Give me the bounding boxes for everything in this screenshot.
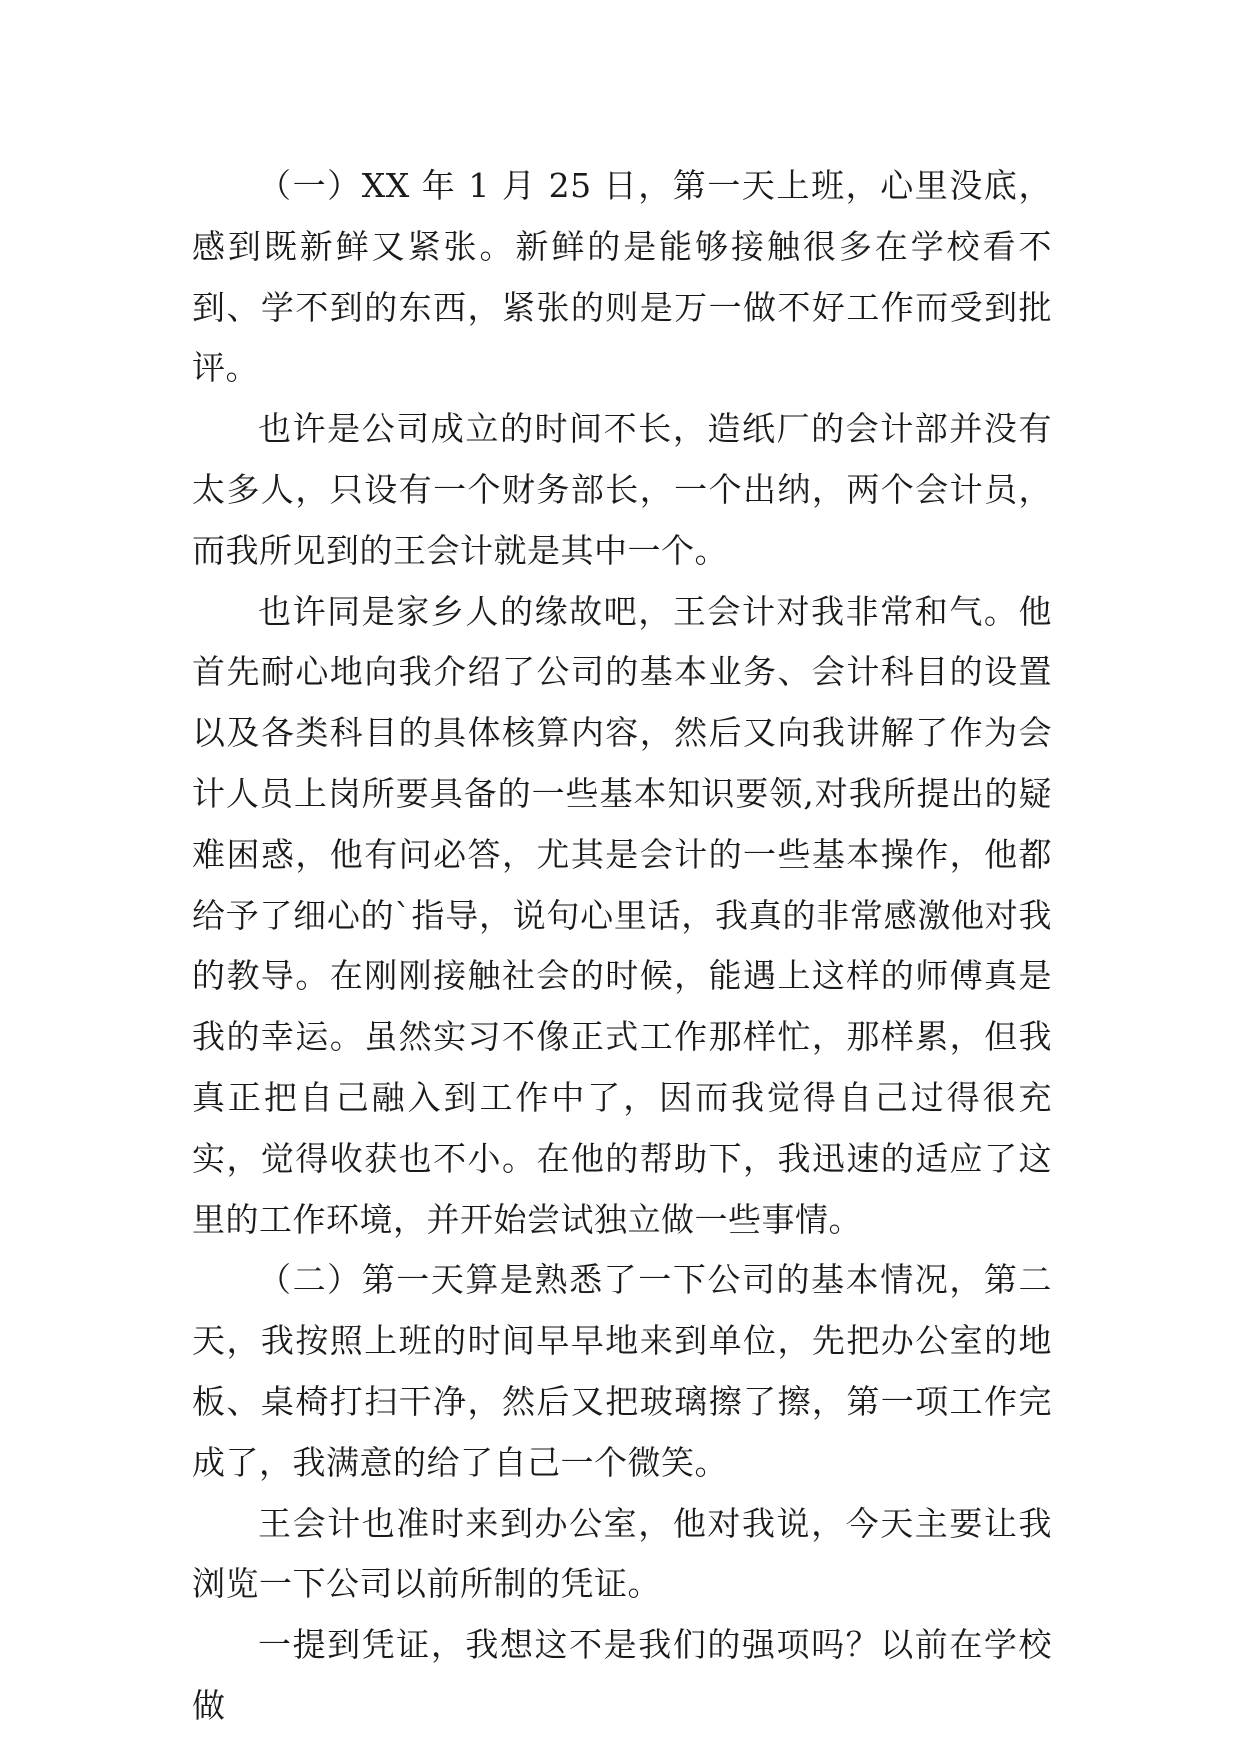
- paragraph-1: （一）XX 年 1 月 25 日，第一天上班，心里没底，感到既新鲜又紧张。新鲜的是能够接触很多在学校看不到、学不到的东西，紧张的则是万一做不好工作而受到批评。: [192, 166, 1052, 388]
- document-body: [192, 156, 1052, 1737]
- paragraph-4: （二）第一天算是熟悉了一下公司的基本情况，第二天，我按照上班的时间早早地来到单位，先把办公室的地板、桌椅打扫干净，然后又把玻璃擦了擦，第一项工作完成了，我满意的给了自己一个微笑。: [192, 1260, 1052, 1482]
- paragraph-5: 王会计也准时来到办公室，他对我说，今天主要让我浏览一下公司以前所制的凭证。: [192, 1503, 1052, 1604]
- paragraph-2: 也许是公司成立的时间不长，造纸厂的会计部并没有太多人，只设有一个财务部长，一个出纳，两个会计员，而我所见到的王会计就是其中一个。: [192, 409, 1052, 570]
- paragraph-6: 一提到凭证，我想这不是我们的强项吗？以前在学校做: [192, 1625, 1052, 1725]
- paragraph-3: 也许同是家乡人的缘故吧，王会计对我非常和气。他首先耐心地向我介绍了公司的基本业务、会计科目的设置以及各类科目的具体核算内容，然后又向我讲解了作为会计人员上岗所要具备的一些基本知识要领,对我所提出的疑难困惑，他有问必答，尤其是会计的一些基本操作，他都给予了细心的`指导，说句心里话，我真的非常感激他对我的教导。在刚刚接触社会的时候，能遇上这样的师傅真是我的幸运。虽然实习不像正式工作那样忙，那样累，但我真正把自己融入到工作中了，因而我觉得自己过得很充实，觉得收获也不小。在他的帮助下，我迅速的适应了这里的工作环境，并开始尝试独立做一些事情。: [192, 591, 1052, 1239]
